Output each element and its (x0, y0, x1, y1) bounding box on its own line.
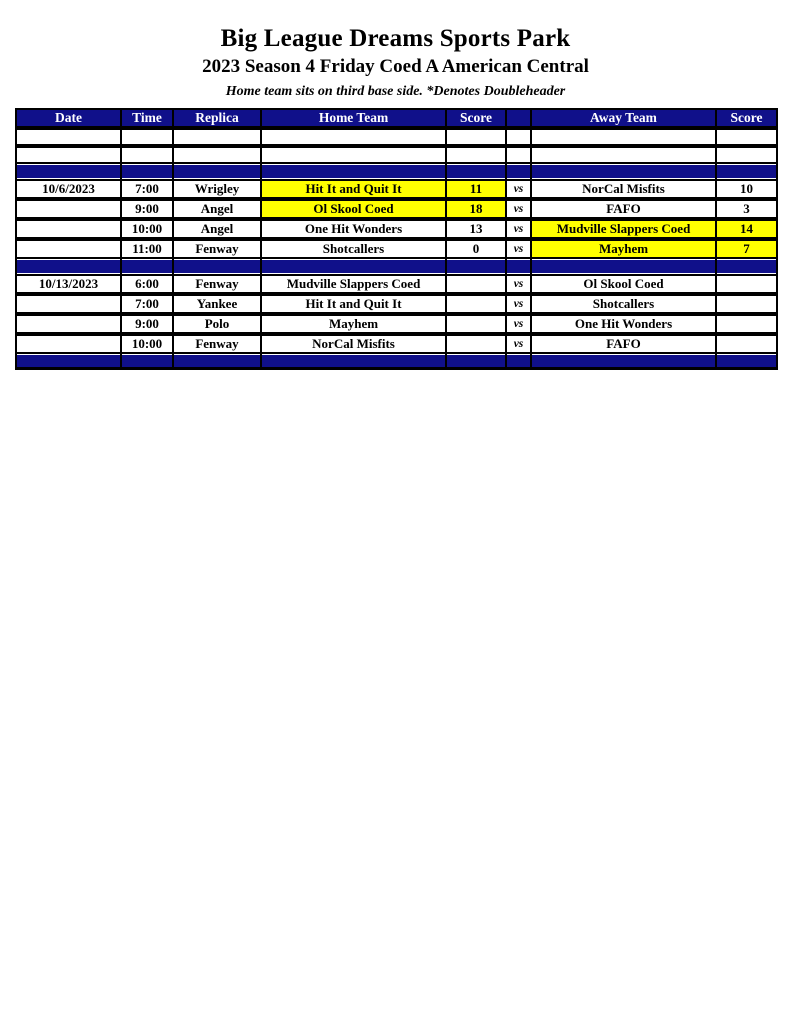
cell-date (16, 220, 121, 238)
game-row (16, 275, 777, 293)
separator-cell (173, 260, 261, 273)
schedule-header-row (16, 109, 777, 127)
cell-away-score (716, 147, 777, 163)
cell-away-score: 14 (716, 220, 777, 238)
cell-replica (173, 129, 261, 145)
separator-cell (446, 355, 506, 368)
cell-away-team (531, 147, 716, 163)
cell-replica: Angel (173, 220, 261, 238)
cell-away-team: Mayhem (531, 240, 716, 258)
cell-away-team: Ol Skool Coed (531, 275, 716, 293)
cell-home-team: Hit It and Quit It (261, 180, 446, 198)
cell-vs: vs (506, 275, 531, 293)
cell-date (16, 200, 121, 218)
cell-time: 9:00 (121, 200, 173, 218)
cell-time: 11:00 (121, 240, 173, 258)
cell-date (16, 147, 121, 163)
cell-date (16, 315, 121, 333)
cell-home-score (446, 315, 506, 333)
cell-replica: Wrigley (173, 180, 261, 198)
cell-home-score (446, 275, 506, 293)
cell-vs: vs (506, 240, 531, 258)
cell-time: 7:00 (121, 180, 173, 198)
cell-away-score: 10 (716, 180, 777, 198)
cell-replica: Polo (173, 315, 261, 333)
cell-home-score: 11 (446, 180, 506, 198)
cell-away-score (716, 129, 777, 145)
cell-away-team: Mudville Slappers Coed (531, 220, 716, 238)
game-row (16, 335, 777, 353)
separator-cell (531, 165, 716, 178)
cell-time: 10:00 (121, 335, 173, 353)
cell-home-team: Mayhem (261, 315, 446, 333)
cell-away-team (531, 129, 716, 145)
page-title: Big League Dreams Sports Park (220, 25, 571, 52)
cell-date: 10/13/2023 (16, 275, 121, 293)
separator-row (16, 355, 777, 368)
separator-cell (506, 260, 531, 273)
cell-time: 10:00 (121, 220, 173, 238)
separator-cell (16, 260, 121, 273)
cell-away-team: FAFO (531, 335, 716, 353)
separator-cell (531, 260, 716, 273)
page-note: Home team sits on third base side. *Denotes Doubleheader (225, 84, 566, 99)
empty-row (16, 147, 777, 163)
schedule-body (16, 127, 777, 368)
cell-home-score (446, 129, 506, 145)
game-row (16, 240, 777, 258)
cell-date (16, 295, 121, 313)
cell-away-team: NorCal Misfits (531, 180, 716, 198)
cell-vs: vs (506, 220, 531, 238)
empty-row (16, 129, 777, 145)
cell-home-team: NorCal Misfits (261, 335, 446, 353)
separator-cell (16, 165, 121, 178)
cell-vs (506, 147, 531, 163)
cell-date: 10/6/2023 (16, 180, 121, 198)
cell-home-score (446, 335, 506, 353)
cell-time: 7:00 (121, 295, 173, 313)
cell-replica (173, 147, 261, 163)
col-header-date: Date (16, 109, 121, 127)
page-header (0, 0, 791, 100)
game-row (16, 180, 777, 198)
cell-home-team: Shotcallers (261, 240, 446, 258)
cell-away-score: 3 (716, 200, 777, 218)
separator-cell (121, 165, 173, 178)
cell-date (16, 240, 121, 258)
cell-time (121, 129, 173, 145)
col-header-home-score: Score (446, 109, 506, 127)
game-row (16, 295, 777, 313)
cell-home-score (446, 147, 506, 163)
separator-cell (506, 355, 531, 368)
cell-away-team: Shotcallers (531, 295, 716, 313)
separator-cell (716, 165, 777, 178)
cell-replica: Fenway (173, 335, 261, 353)
col-header-time: Time (121, 109, 173, 127)
separator-cell (261, 260, 446, 273)
cell-replica: Angel (173, 200, 261, 218)
cell-home-score (446, 295, 506, 313)
cell-home-team: Mudville Slappers Coed (261, 275, 446, 293)
cell-home-score: 18 (446, 200, 506, 218)
cell-time: 9:00 (121, 315, 173, 333)
cell-vs: vs (506, 295, 531, 313)
separator-row (16, 260, 777, 273)
cell-vs: vs (506, 180, 531, 198)
cell-home-team (261, 129, 446, 145)
cell-home-team: Hit It and Quit It (261, 295, 446, 313)
cell-away-score (716, 335, 777, 353)
separator-cell (173, 355, 261, 368)
page-subtitle: 2023 Season 4 Friday Coed A American Central (202, 56, 589, 77)
separator-cell (261, 165, 446, 178)
separator-cell (173, 165, 261, 178)
cell-replica: Fenway (173, 240, 261, 258)
cell-replica: Fenway (173, 275, 261, 293)
separator-cell (716, 355, 777, 368)
cell-away-team: FAFO (531, 200, 716, 218)
cell-away-score: 7 (716, 240, 777, 258)
cell-date (16, 335, 121, 353)
separator-cell (121, 260, 173, 273)
cell-replica: Yankee (173, 295, 261, 313)
cell-vs: vs (506, 200, 531, 218)
separator-cell (261, 355, 446, 368)
col-header-away-score: Score (716, 109, 777, 127)
cell-away-team: One Hit Wonders (531, 315, 716, 333)
cell-date (16, 129, 121, 145)
cell-vs: vs (506, 315, 531, 333)
separator-cell (531, 355, 716, 368)
separator-cell (121, 355, 173, 368)
col-header-home-team: Home Team (261, 109, 446, 127)
cell-vs (506, 129, 531, 145)
game-row (16, 315, 777, 333)
cell-home-team (261, 147, 446, 163)
separator-row (16, 165, 777, 178)
game-row (16, 220, 777, 238)
cell-away-score (716, 295, 777, 313)
separator-cell (446, 165, 506, 178)
cell-home-team: One Hit Wonders (261, 220, 446, 238)
col-header-replica: Replica (173, 109, 261, 127)
separator-cell (716, 260, 777, 273)
cell-time (121, 147, 173, 163)
cell-home-team: Ol Skool Coed (261, 200, 446, 218)
cell-home-score: 13 (446, 220, 506, 238)
col-header-away-team: Away Team (531, 109, 716, 127)
cell-vs: vs (506, 335, 531, 353)
cell-away-score (716, 275, 777, 293)
col-header-vs (506, 109, 531, 127)
schedule-table (15, 108, 778, 370)
cell-time: 6:00 (121, 275, 173, 293)
separator-cell (446, 260, 506, 273)
game-row (16, 200, 777, 218)
separator-cell (16, 355, 121, 368)
cell-away-score (716, 315, 777, 333)
separator-cell (506, 165, 531, 178)
cell-home-score: 0 (446, 240, 506, 258)
